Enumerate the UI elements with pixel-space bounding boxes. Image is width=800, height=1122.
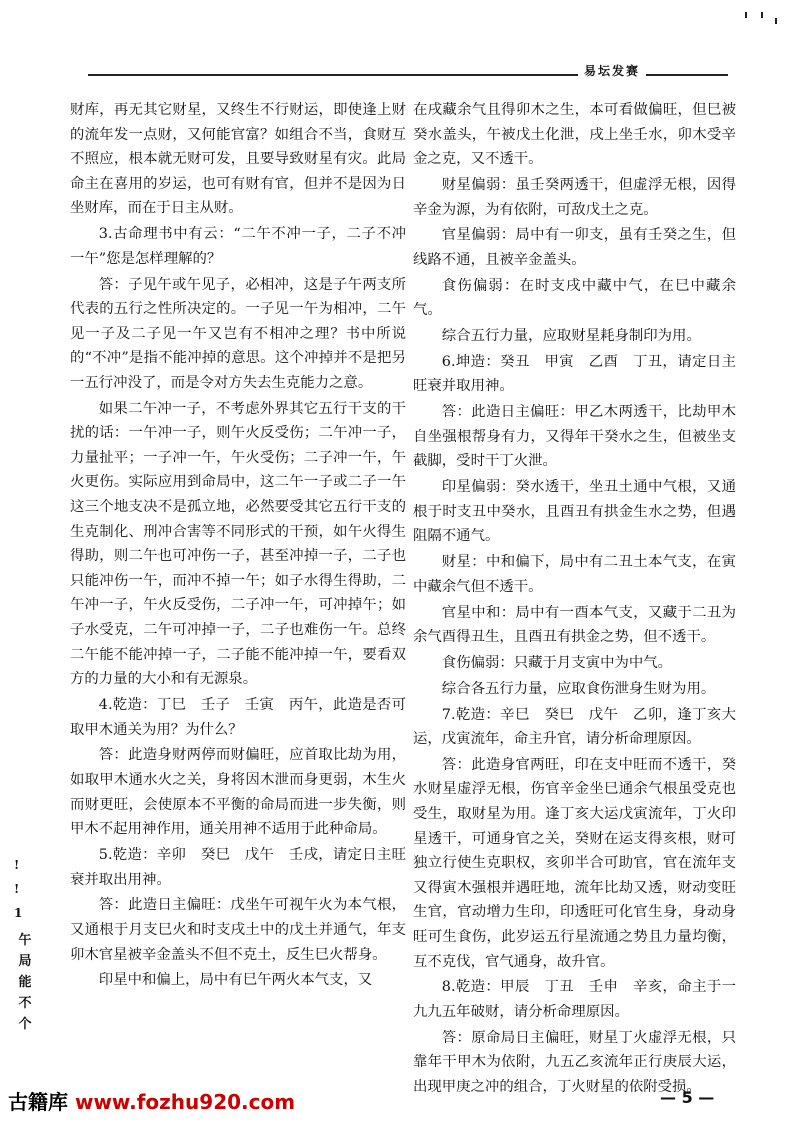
question-heading: 5.乾造：辛卯 癸巳 戊午 壬戌，请定日主旺衰并取出用神。 [70, 846, 406, 888]
answer-paragraph: 答：此造身财两停而财偏旺，应首取比劫为用，如取甲木通水火之关，身将因木泄而身更弱，木生火而财更旺，会使原本不平衡的命局而进一步失衡，则甲木不起用神作用，通关用神不适用于此种命局。 [70, 747, 406, 838]
answer-paragraph: 答：此造身官两旺，印在支中旺而不透干，癸水财星虚浮无根，伤官辛金坐巳通余气根虽受克也受生，取财星为用。逢丁亥大运戊寅流年，丁火印星透干，可通身官之关，癸财在运支得亥根，财可独立行使生克职权，亥卯半合可助官，官在流年支又得寅木强根并遇旺地，流年比劫又透，财动变旺生官，官动增力生印，印透旺可化官生身，身动身旺可生食伤，此岁运五行星流通之势且力量均衡，互不克伐，官气通身，故升官。 [413, 756, 736, 970]
margin-tick: ! [14, 882, 20, 896]
margin-tick: 1 [14, 906, 23, 920]
paragraph: 如果二午冲一子，不考虑外界其它五行干支的干扰的话：一午冲一子，则午火反受伤；二午冲一子，力量扯平；一子冲一午，午火受伤；二子冲一午，午火更伤。实际应用到命局中，这二午一子或二子一午这三个地支决不是孤立地，必然要受其它五行干支的生克制化、刑冲合害等不同形式的干预，如午火得生得助，则二午也可冲伤一子，甚至冲掉一子，二子也只能冲伤一午，而冲不掉一午；如子水得生得助，二午冲一子，午火反受伤，二子冲一午，可冲掉午；如子水受克，二午可冲掉一子，二子也难伤一午。总终二午能不能冲掉一子，二子能不能冲掉一午，要看双方的力量的大小和有无源泉。 [70, 400, 406, 688]
margin-char: 能 [18, 975, 32, 990]
paragraph: 印星中和偏上，局中有巳午两火本气支，又 [98, 972, 373, 989]
watermark [8, 1086, 295, 1115]
margin-tick: ! [14, 858, 20, 872]
margin-char: 个 [18, 1017, 32, 1032]
answer-paragraph: 答：原命局日主偏旺，财星丁火虚浮无根，只靠年干甲木为依附，九五乙亥流年正行庚辰大运，出现甲庚之冲的组合，丁火财星的依附受损。 [413, 1029, 736, 1095]
watermark-brand: 古籍库 [8, 1090, 68, 1114]
question-heading: 3.古命理书中有云：“二午不冲一子，二子不冲一午”您是怎样理解的？ [70, 226, 406, 267]
paragraph: 食伤偏弱：在时支戌中藏中气，在巳中藏余气。 [413, 277, 736, 319]
paragraph: 在戌藏余气且得卯木之生，本可看做偏旺，但巳被癸水盖头，午被戊土化泄，戌上坐壬水，卯木受辛金之克，又不透干。 [413, 102, 736, 168]
question-heading: 4.乾造：丁巳 壬子 壬寅 丙午，此造是否可取甲木通关为用？为什么？ [70, 697, 406, 738]
margin-fragment [14, 930, 36, 1035]
right-column [413, 98, 736, 1101]
paragraph: 食伤偏弱：只藏于月支寅中为中气。 [441, 654, 673, 671]
answer-paragraph: 答：此造日主偏旺：戊坐午可视午火为本气根，又通根于月支巳火和时支戌土中的戊土并通气，年支卯木官星被辛金盖头不但不克土，反生巳火帮身。 [70, 897, 406, 963]
margin-char: 局 [18, 954, 32, 969]
paragraph: 综合各五行力量，应取食伤泄身生财为用。 [441, 680, 716, 697]
paragraph: 综合五行力量，应取财星耗身制印为用。 [441, 328, 701, 345]
answer-paragraph: 答：子见午或午见子，必相冲，这是子午两支所代表的五行之性所决定的。一子见一午为相冲，二午见一子及二子见一午又岂有不相冲之理？书中所说的“不冲”是指不能冲掉的意思。这个冲掉并不是把另一五行冲没了，而是令对方失去生克能力之意。 [70, 276, 406, 391]
paragraph: 官星中和：局中有一酉本气支，又藏于二丑为余气酉得丑生，且酉丑有拱金之势，但不透干。 [413, 604, 736, 646]
margin-char: 午 [18, 933, 32, 948]
paragraph: 官星偏弱：局中有一卯支，虽有壬癸之生，但线路不通，且被辛金盖头。 [413, 227, 736, 268]
margin-char: 不 [18, 996, 32, 1011]
question-heading: 6.坤造：癸丑 甲寅 乙酉 丁丑，请定日主旺衰并取用神。 [413, 353, 736, 395]
watermark-site: www.fozhu920.com [74, 1090, 296, 1114]
running-header: 易坛发赛 [578, 62, 646, 79]
scan-corner-marks [742, 6, 782, 36]
left-column [70, 98, 406, 994]
question-heading: 8.乾造：甲辰 丁丑 壬申 辛亥，命主于一九九五年破财，请分析命理原因。 [413, 979, 736, 1020]
page-number: — 5 — [660, 1088, 715, 1107]
answer-paragraph: 答：此造日主偏旺：甲乙木两透干，比劫甲木自坐强根帮身有力，又得年干癸水之生，但被坐支截脚，受时干丁火泄。 [413, 404, 736, 470]
paragraph: 财库，再无其它财星，又终生不行财运，即使逢上财的流年发一点财，又何能官富？如组合不当，食财互不照应，根本就无财可发，且要导致财星有灾。此局命主在喜用的岁运，也可有财有官，但并不是因为日坐财库，而在于日主从财。 [70, 102, 406, 217]
paragraph: 财星：中和偏下，局中有二丑土本气支，在寅中藏余气但不透干。 [413, 554, 736, 595]
paragraph: 财星偏弱：虽壬癸两透干，但虚浮无根，因得辛金为源，为有依附，可敌戊土之克。 [413, 176, 736, 218]
question-heading: 7.乾造：辛巳 癸巳 戊午 乙卯，逢丁亥大运，戊寅流年，命主升官，请分析命理原因。 [413, 706, 736, 748]
paragraph: 印星偏弱：癸水透干，坐丑土通中气根，又通根于时支丑中癸水，且酉丑有拱金生水之势，但遇阻隔不通气。 [413, 479, 736, 545]
